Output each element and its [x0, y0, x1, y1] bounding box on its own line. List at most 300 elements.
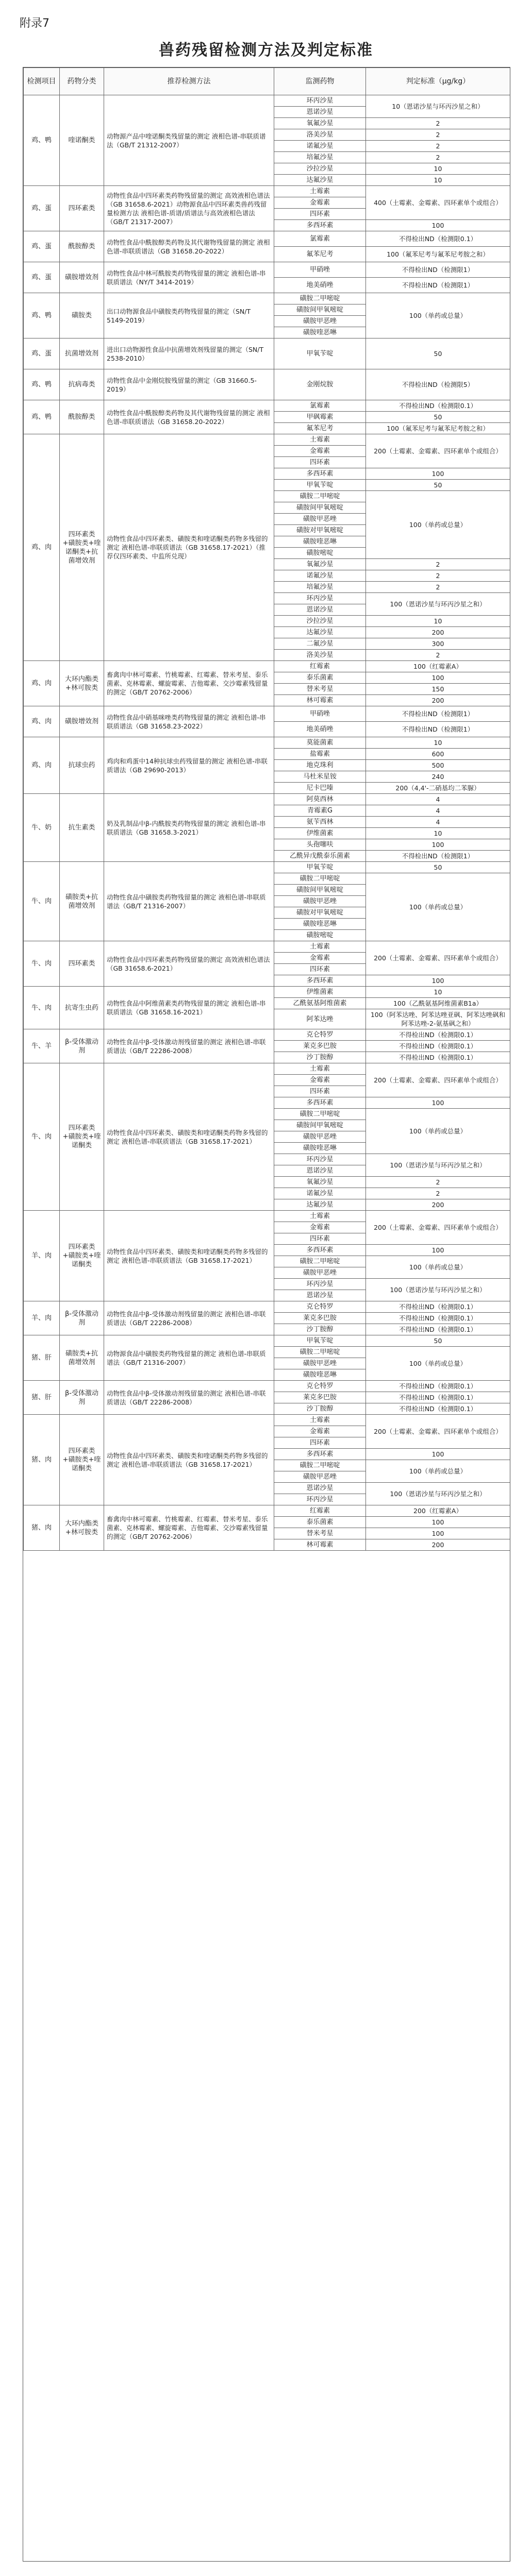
standard-cell: 4 [366, 805, 510, 817]
drug-cell: 培氟沙星 [274, 582, 366, 593]
item-cell: 鸡、蛋 [24, 231, 60, 262]
drug-cell: 金霉素 [274, 446, 366, 457]
table-row [24, 1381, 510, 1392]
category-cell: 磺胺类+抗菌增效剂 [60, 1335, 104, 1381]
standard-cell: 100（恩诺沙星与环丙沙星之和） [366, 1154, 510, 1177]
drug-cell: 阿苯达唑 [274, 1009, 366, 1029]
drug-cell: 四环素 [274, 1086, 366, 1097]
category-cell: 磺胺增效剂 [60, 706, 104, 737]
drug-cell: 多西环素 [274, 1097, 366, 1109]
standard-cell: 100（乙酰氨基阿维菌素B1a） [366, 998, 510, 1009]
drug-cell: 氟苯尼考 [274, 247, 366, 262]
item-cell: 羊、肉 [24, 1301, 60, 1335]
table-row [24, 794, 510, 805]
table-row [24, 706, 510, 722]
item-cell: 鸡、鸭 [24, 95, 60, 186]
item-cell: 鸡、蛋 [24, 186, 60, 231]
standard-cell: 100 [366, 1449, 510, 1460]
drug-cell: 环丙沙星 [274, 95, 366, 107]
standard-cell: 100 [366, 1245, 510, 1256]
drug-cell: 泰乐菌素 [274, 1517, 366, 1528]
item-cell: 牛、肉 [24, 1063, 60, 1211]
drug-cell: 金霉素 [274, 197, 366, 209]
drug-cell: 磺胺甲恶唑 [274, 316, 366, 327]
drug-cell: 恩诺沙星 [274, 1290, 366, 1301]
standard-cell: 50 [366, 1335, 510, 1347]
drug-cell: 金霉素 [274, 953, 366, 964]
drug-cell: 环丙沙星 [274, 1494, 366, 1505]
drug-cell: 乙酰氨基阿维菌素 [274, 998, 366, 1009]
standard-cell: 10 [366, 828, 510, 839]
drug-cell: 洛美沙星 [274, 129, 366, 141]
drug-cell: 环丙沙星 [274, 1279, 366, 1290]
header-cell: 判定标准（μg/kg） [366, 68, 510, 95]
drug-cell: 甲氧苄啶 [274, 1335, 366, 1347]
drug-cell: 达氟沙星 [274, 1199, 366, 1211]
category-cell: 抗球虫药 [60, 737, 104, 794]
method-cell: 畜禽肉中林可霉素、竹桃霉素、红霉素、替米考星、泰乐菌素、克林霉素、螺旋霉素、吉他霉素、交沙霉素残留量的测定（GB/T 20762-2006） [104, 1505, 274, 1551]
standard-cell: 不得检出ND（检测限1） [366, 278, 510, 293]
drug-cell: 替米考星 [274, 684, 366, 695]
method-cell: 动物源食品中磺胺类药物残留量的测定 液相色谱-串联质谱法（GB/T 21316-2007） [104, 1335, 274, 1381]
drug-cell: 阿莫西林 [274, 794, 366, 805]
standard-cell: 2 [366, 1177, 510, 1188]
category-cell: 喹诺酮类 [60, 95, 104, 186]
standard-cell: 300 [366, 638, 510, 650]
drug-cell: 氯霉素 [274, 231, 366, 247]
drug-cell: 金霉素 [274, 1075, 366, 1086]
drug-cell: 磺胺甲恶唑 [274, 896, 366, 907]
standard-cell: 100 [366, 1528, 510, 1539]
drug-cell: 甲氧苄啶 [274, 480, 366, 491]
drug-cell: 磺胺甲恶唑 [274, 514, 366, 525]
header-cell: 药物分类 [60, 68, 104, 95]
standard-cell: 10（恩诺沙星与环丙沙星之和） [366, 95, 510, 118]
drug-cell: 四环素 [274, 457, 366, 468]
category-cell: 酰胺醇类 [60, 400, 104, 434]
category-cell: 四环素类+磺胺类+喹诺酮类 [60, 1211, 104, 1301]
category-cell: 四环素类+磺胺类+喹诺酮类+抗菌增效剂 [60, 434, 104, 661]
standard-cell: 不得检出ND（检测限1） [366, 722, 510, 737]
drug-cell: 磺胺喹恶啉 [274, 1143, 366, 1154]
drug-cell: 甲氧苄啶 [274, 862, 366, 873]
drug-cell: 马杜米星铵 [274, 771, 366, 783]
table-row [24, 1415, 510, 1426]
standard-cell: 200（4,4'-二硝基均二苯脲） [366, 783, 510, 794]
method-cell: 动物性食品中四环素类、磺胺类和喹诺酮类药物多残留的测定 液相色谱-串联质谱法（GB 31658.17-2021） [104, 1415, 274, 1505]
category-cell: 抗生素类 [60, 794, 104, 862]
item-cell: 猪、肝 [24, 1381, 60, 1415]
table-row [24, 400, 510, 412]
method-cell: 动物性食品中金刚烷胺残留量的测定（GB 31660.5-2019） [104, 369, 274, 400]
drug-cell: 克仑特罗 [274, 1301, 366, 1313]
standard-cell: 不得检出ND（检测限0.1） [366, 1313, 510, 1324]
method-cell: 动物性食品中四环素类、磺胺类和喹诺酮类药物多残留的测定 液相色谱-串联质谱法（GB 31658.17-2021） [104, 1063, 274, 1211]
category-cell: 四环素类+磺胺类+喹诺酮类 [60, 1063, 104, 1211]
table-row [24, 338, 510, 369]
drug-cell: 达氟沙星 [274, 175, 366, 186]
standard-cell: 2 [366, 582, 510, 593]
drug-cell: 盐霉素 [274, 749, 366, 760]
table-header-row [24, 68, 510, 95]
drug-cell: 乙酰异戊酰泰乐菌素 [274, 851, 366, 862]
table-row [24, 1335, 510, 1347]
drug-cell: 磺胺间甲氧嘧啶 [274, 1120, 366, 1131]
drug-cell: 恩诺沙星 [274, 107, 366, 118]
drug-cell: 莫能菌素 [274, 737, 366, 749]
standard-cell: 100（恩诺沙星与环丙沙星之和） [366, 1279, 510, 1301]
standard-cell: 100（恩诺沙星与环丙沙星之和） [366, 1483, 510, 1505]
category-cell: 磺胺增效剂 [60, 262, 104, 293]
standard-cell: 50 [366, 338, 510, 369]
category-cell: 四环素类 [60, 186, 104, 231]
drug-cell: 磺胺间甲氧嘧啶 [274, 885, 366, 896]
standard-cell: 不得检出ND（检测限0.1） [366, 1301, 510, 1313]
standard-cell: 10 [366, 987, 510, 998]
standard-cell: 500 [366, 760, 510, 771]
method-cell: 畜禽肉中林可霉素、竹桃霉素、红霉素、替米考星、泰乐菌素、克林霉素、螺旋霉素、吉他霉素、交沙霉素残留量的测定（GB/T 20762-2006） [104, 661, 274, 706]
item-cell: 鸡、肉 [24, 706, 60, 737]
drug-cell: 磺胺二甲嘧啶 [274, 1347, 366, 1358]
drug-cell: 磺胺嘧啶 [274, 930, 366, 941]
item-cell: 牛、肉 [24, 941, 60, 987]
standards-table [23, 67, 510, 1551]
drug-cell: 氧氟沙星 [274, 1177, 366, 1188]
drug-cell: 地克珠利 [274, 760, 366, 771]
category-cell: 抗病毒类 [60, 369, 104, 400]
item-cell: 猪、肝 [24, 1335, 60, 1381]
drug-cell: 地美硝唑 [274, 722, 366, 737]
drug-cell: 土霉素 [274, 1063, 366, 1075]
standard-cell: 200（土霉素、金霉素、四环素单个或组合） [366, 434, 510, 468]
drug-cell: 磺胺喹恶啉 [274, 536, 366, 548]
item-cell: 牛、奶 [24, 794, 60, 862]
category-cell: β-受体激动剂 [60, 1381, 104, 1415]
standard-cell: 不得检出ND（检测限0.1） [366, 400, 510, 412]
drug-cell: 四环素 [274, 1233, 366, 1245]
drug-cell: 恩诺沙星 [274, 1483, 366, 1494]
standard-cell: 150 [366, 684, 510, 695]
category-cell: 四环素类 [60, 941, 104, 987]
drug-cell: 磺胺二甲嘧啶 [274, 1460, 366, 1471]
drug-cell: 四环素 [274, 964, 366, 975]
drug-cell: 金刚烷胺 [274, 369, 366, 400]
table-row [24, 661, 510, 672]
standard-cell: 200 [366, 1199, 510, 1211]
standard-cell: 100（单药或总量） [366, 873, 510, 941]
method-cell: 动物性食品中酰胺醇类药物及其代谢物残留量的测定 液相色谱-串联质谱法（GB 31658.20-2022） [104, 231, 274, 262]
drug-cell: 磺胺间甲氧嘧啶 [274, 502, 366, 514]
method-cell: 动物性食品中四环素类药物残留量的测定 高效液相色谱法（GB 31658.6-2021）动物源食品中四环素类兽药残留量检测方法 液相色谱-质谱/质谱法与高效液相色谱法（GB/T 21317-2007） [104, 186, 274, 231]
standard-cell: 100（单药或总量） [366, 1460, 510, 1483]
table-row [24, 862, 510, 873]
drug-cell: 土霉素 [274, 186, 366, 197]
standard-cell: 不得检出ND（检测限0.1） [366, 1392, 510, 1403]
standard-cell: 600 [366, 749, 510, 760]
drug-cell: 土霉素 [274, 1211, 366, 1222]
drug-cell: 多西环素 [274, 1245, 366, 1256]
method-cell: 动物性食品中四环素类、磺胺类和喹诺酮类药物多残留的测定 液相色谱-串联质谱法（GB 31658.17-2021） [104, 1211, 274, 1301]
drug-cell: 磺胺二甲嘧啶 [274, 1109, 366, 1120]
table-row [24, 1211, 510, 1222]
standard-cell: 200 [366, 1539, 510, 1551]
standard-cell: 100 [366, 672, 510, 684]
table-row [24, 369, 510, 400]
standard-cell: 不得检出ND（检测限5） [366, 369, 510, 400]
method-cell: 动物性食品中四环素类、磺胺类和喹诺酮类药物多残留的测定 液相色谱-串联质谱法（GB 31658.17-2021）（推荐仅四环素类、中监所兑现） [104, 434, 274, 661]
standard-cell: 100 [366, 975, 510, 987]
standard-cell: 200 [366, 627, 510, 638]
drug-cell: 多西环素 [274, 1449, 366, 1460]
standard-cell: 不得检出ND（检测限0.1） [366, 1041, 510, 1052]
drug-cell: 林可霉素 [274, 1539, 366, 1551]
standard-cell: 200（红霉素A） [366, 1505, 510, 1517]
drug-cell: 甲砜霉素 [274, 412, 366, 423]
drug-cell: 泰乐菌素 [274, 672, 366, 684]
standard-cell: 不得检出ND（检测限0.1） [366, 1403, 510, 1415]
drug-cell: 磺胺对甲氧嘧啶 [274, 525, 366, 536]
standard-cell: 100 [366, 220, 510, 231]
drug-cell: 诺氟沙星 [274, 141, 366, 152]
standards-table-container [23, 67, 510, 2562]
standard-cell: 2 [366, 650, 510, 661]
drug-cell: 磺胺喹恶啉 [274, 919, 366, 930]
item-cell: 羊、肉 [24, 1211, 60, 1301]
standard-cell: 100 [366, 468, 510, 480]
drug-cell: 莱克多巴胺 [274, 1392, 366, 1403]
standard-cell: 2 [366, 152, 510, 163]
category-cell: β-受体激动剂 [60, 1301, 104, 1335]
item-cell: 鸡、蛋 [24, 262, 60, 293]
standard-cell: 不得检出ND（检测限0.1） [366, 1029, 510, 1041]
drug-cell: 恩诺沙星 [274, 1165, 366, 1177]
drug-cell: 磺胺甲恶唑 [274, 1358, 366, 1369]
drug-cell: 土霉素 [274, 941, 366, 953]
drug-cell: 磺胺间甲氧嘧啶 [274, 304, 366, 316]
standard-cell: 100 [366, 839, 510, 851]
method-cell: 动物性食品中阿维菌素类药物残留量的测定 液相色谱-串联质谱法（GB 31658.16-2021） [104, 987, 274, 1029]
drug-cell: 金霉素 [274, 1222, 366, 1233]
standard-cell: 不得检出ND（检测限1） [366, 851, 510, 862]
standard-cell: 2 [366, 1188, 510, 1199]
drug-cell: 金霉素 [274, 1426, 366, 1437]
table-row [24, 1029, 510, 1041]
drug-cell: 氧氟沙星 [274, 559, 366, 570]
drug-cell: 沙丁胺醇 [274, 1052, 366, 1063]
item-cell: 鸡、鸭 [24, 293, 60, 338]
drug-cell: 克仑特罗 [274, 1029, 366, 1041]
drug-cell: 甲氧苄啶 [274, 338, 366, 369]
standard-cell: 10 [366, 616, 510, 627]
drug-cell: 氨苄西林 [274, 817, 366, 828]
drug-cell: 环丙沙星 [274, 593, 366, 604]
item-cell: 牛、肉 [24, 862, 60, 941]
category-cell: β-受体激动剂 [60, 1029, 104, 1063]
category-cell: 抗寄生虫药 [60, 987, 104, 1029]
drug-cell: 尼卡巴嗪 [274, 783, 366, 794]
drug-cell: 替米考星 [274, 1528, 366, 1539]
drug-cell: 磺胺喹恶啉 [274, 1369, 366, 1381]
item-cell: 鸡、肉 [24, 661, 60, 706]
category-cell: 四环素类+磺胺类+喹诺酮类 [60, 1415, 104, 1505]
standard-cell: 2 [366, 118, 510, 129]
drug-cell: 磺胺二甲嘧啶 [274, 873, 366, 885]
drug-cell: 达氟沙星 [274, 627, 366, 638]
drug-cell: 磺胺甲恶唑 [274, 1471, 366, 1483]
standard-cell: 100（红霉素A） [366, 661, 510, 672]
drug-cell: 磺胺二甲嘧啶 [274, 1256, 366, 1267]
method-cell: 动物性食品中硝基咪唑类药物残留量的测定 液相色谱-串联质谱法（GB 31658.23-2022） [104, 706, 274, 737]
standard-cell: 100（单药或总量） [366, 1256, 510, 1279]
table-row [24, 1063, 510, 1075]
item-cell: 猪、肉 [24, 1415, 60, 1505]
standard-cell: 200（土霉素、金霉素、四环素单个或组合） [366, 1063, 510, 1097]
standard-cell: 不得检出ND（检测限0.1） [366, 1324, 510, 1335]
category-cell: 磺胺类+抗菌增效剂 [60, 862, 104, 941]
standard-cell: 4 [366, 817, 510, 828]
standard-cell: 2 [366, 129, 510, 141]
drug-cell: 莱克多巴胺 [274, 1313, 366, 1324]
drug-cell: 沙丁胺醇 [274, 1324, 366, 1335]
drug-cell: 氧氟沙星 [274, 118, 366, 129]
drug-cell: 磺胺二甲嘧啶 [274, 293, 366, 304]
standard-cell: 100（单药或总量） [366, 1109, 510, 1154]
drug-cell: 四环素 [274, 209, 366, 220]
header-cell: 检测项目 [24, 68, 60, 95]
drug-cell: 多西环素 [274, 468, 366, 480]
method-cell: 进出口动物源性食品中抗菌增效剂残留量的测定（SN/T 2538-2010） [104, 338, 274, 369]
standard-cell: 400（土霉素、金霉素、四环素单个或组合） [366, 186, 510, 220]
drug-cell: 环丙沙星 [274, 1154, 366, 1165]
standard-cell: 200 [366, 695, 510, 706]
table-row [24, 1301, 510, 1313]
method-cell: 动物性食品中四环素类药物残留量的测定 高效液相色谱法（GB 31658.6-2021） [104, 941, 274, 987]
standard-cell: 100（单药或总量） [366, 1347, 510, 1381]
standard-cell: 不得检出ND（检测限1） [366, 262, 510, 278]
standard-cell: 不得检出ND（检测限0.1） [366, 1381, 510, 1392]
standard-cell: 2 [366, 141, 510, 152]
drug-cell: 磺胺二甲嘧啶 [274, 491, 366, 502]
drug-cell: 沙拉沙星 [274, 163, 366, 175]
method-cell: 动物源产品中喹诺酮类残留量的测定 液相色谱-串联质谱法（GB/T 21312-2007） [104, 95, 274, 186]
standard-cell: 100（氟苯尼考与氟苯尼考胺之和） [366, 423, 510, 434]
method-cell: 动物性食品中林可酰胺类药物残留量的测定 液相色谱-串联质谱法（NY/T 3414-2019） [104, 262, 274, 293]
drug-cell: 林可霉素 [274, 695, 366, 706]
table-row [24, 262, 510, 278]
drug-cell: 沙丁胺醇 [274, 1403, 366, 1415]
standard-cell: 10 [366, 163, 510, 175]
standard-cell: 200（土霉素、金霉素、四环素单个或组合） [366, 941, 510, 975]
drug-cell: 磺胺嘧啶 [274, 548, 366, 559]
drug-cell: 培氟沙星 [274, 152, 366, 163]
drug-cell: 磺胺甲恶唑 [274, 1267, 366, 1279]
method-cell: 动物性食品中β-受体激动剂残留量的测定 液相色谱-串联质谱法（GB/T 22286-2008） [104, 1381, 274, 1415]
standard-cell: 200（土霉素、金霉素、四环素单个或组合） [366, 1211, 510, 1245]
table-row [24, 293, 510, 304]
standard-cell: 50 [366, 480, 510, 491]
drug-cell: 磺胺喹恶啉 [274, 327, 366, 338]
standard-cell: 4 [366, 794, 510, 805]
drug-cell: 莱克多巴胺 [274, 1041, 366, 1052]
drug-cell: 土霉素 [274, 1415, 366, 1426]
drug-cell: 四环素 [274, 1437, 366, 1449]
standard-cell: 100（单药或总量） [366, 491, 510, 559]
drug-cell: 头孢噻呋 [274, 839, 366, 851]
drug-cell: 克仑特罗 [274, 1381, 366, 1392]
standard-cell: 2 [366, 570, 510, 582]
table-row [24, 1505, 510, 1517]
method-cell: 奶及乳制品中β-内酰胺类药物残留量的测定 液相色谱-串联质谱法（GB 31658.3-2021） [104, 794, 274, 862]
category-cell: 抗菌增效剂 [60, 338, 104, 369]
table-row [24, 941, 510, 953]
drug-cell: 甲硝唑 [274, 706, 366, 722]
table-row [24, 231, 510, 247]
drug-cell: 二氟沙星 [274, 638, 366, 650]
drug-cell: 地美硝唑 [274, 278, 366, 293]
page-title: 兽药残留检测方法及判定标准 [159, 41, 373, 59]
category-cell: 酰胺醇类 [60, 231, 104, 262]
standard-cell: 240 [366, 771, 510, 783]
drug-cell: 氯霉素 [274, 400, 366, 412]
category-cell: 大环内酯类+林可胺类 [60, 661, 104, 706]
header-cell: 推荐检测方法 [104, 68, 274, 95]
drug-cell: 红霉素 [274, 661, 366, 672]
standard-cell: 100（单药或总量） [366, 293, 510, 338]
standard-cell: 100（阿苯达唑、阿苯达唑亚砜、阿苯达唑砜和阿苯达唑-2-氨基砜之和） [366, 1009, 510, 1029]
method-cell: 出口动物源食品中磺胺类药物残留量的测定（SN/T 5149-2019） [104, 293, 274, 338]
drug-cell: 多西环素 [274, 975, 366, 987]
drug-cell: 甲硝唑 [274, 262, 366, 278]
drug-cell: 磺胺甲恶唑 [274, 1131, 366, 1143]
drug-cell: 红霉素 [274, 1505, 366, 1517]
standard-cell: 不得检出ND（检测限0.1） [366, 1052, 510, 1063]
item-cell: 鸡、肉 [24, 434, 60, 661]
item-cell: 牛、羊 [24, 1029, 60, 1063]
method-cell: 鸡肉和鸡蛋中14种抗球虫药残留量的测定 液相色谱-串联质谱法（GB 29690-2013） [104, 737, 274, 794]
drug-cell: 沙拉沙星 [274, 616, 366, 627]
standard-cell: 50 [366, 412, 510, 423]
drug-cell: 多西环素 [274, 220, 366, 231]
standard-cell: 100 [366, 1517, 510, 1528]
standard-cell: 100 [366, 1097, 510, 1109]
drug-cell: 青霉素G [274, 805, 366, 817]
category-cell: 磺胺类 [60, 293, 104, 338]
standard-cell: 不得检出ND（检测限0.1） [366, 231, 510, 247]
item-cell: 鸡、鸭 [24, 369, 60, 400]
drug-cell: 伊维菌素 [274, 828, 366, 839]
drug-cell: 诺氟沙星 [274, 570, 366, 582]
standard-cell: 10 [366, 737, 510, 749]
standard-cell: 100（恩诺沙星与环丙沙星之和） [366, 593, 510, 616]
appendix-label: 附录7 [20, 17, 49, 30]
standard-cell: 100（氟苯尼考与氟苯尼考胺之和） [366, 247, 510, 262]
standard-cell: 50 [366, 862, 510, 873]
method-cell: 动物性食品中β-受体激动剂残留量的测定 液相色谱-串联质谱法（GB/T 22286-2008） [104, 1029, 274, 1063]
drug-cell: 恩诺沙星 [274, 604, 366, 616]
method-cell: 动物性食品中酰胺醇类药物及其代谢物残留量的测定 液相色谱-串联质谱法（GB 31658.20-2022） [104, 400, 274, 434]
table-row [24, 186, 510, 197]
drug-cell: 洛美沙星 [274, 650, 366, 661]
method-cell: 动物性食品中磺胺类药物残留量的测定 液相色谱-串联质谱法（GB/T 21316-2007） [104, 862, 274, 941]
drug-cell: 磺胺对甲氧嘧啶 [274, 907, 366, 919]
table-row [24, 987, 510, 998]
header-cell: 监测药物 [274, 68, 366, 95]
item-cell: 鸡、蛋 [24, 338, 60, 369]
item-cell: 鸡、鸭 [24, 400, 60, 434]
item-cell: 牛、肉 [24, 987, 60, 1029]
item-cell: 鸡、肉 [24, 737, 60, 794]
table-body [24, 95, 510, 1551]
